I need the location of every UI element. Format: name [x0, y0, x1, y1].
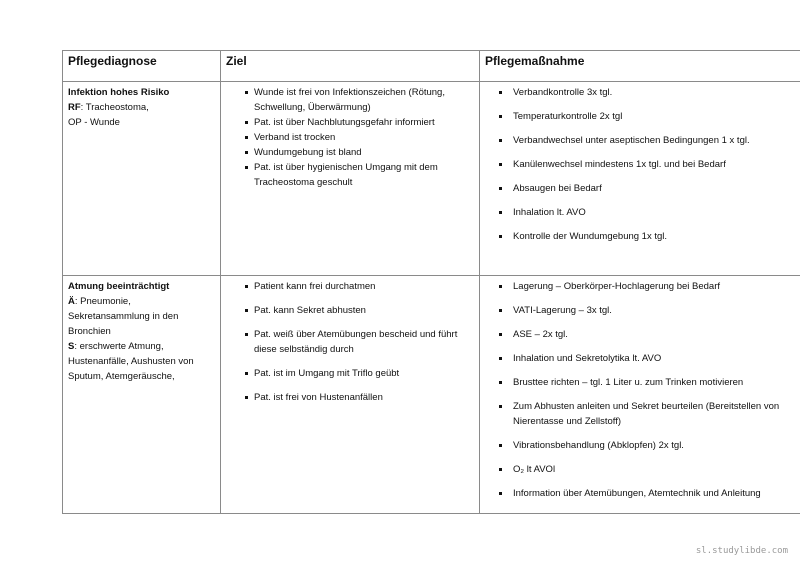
list-item: Lagerung – Oberkörper-Hochlagerung bei Bedarf: [485, 279, 795, 294]
list-item: VATI-Lagerung – 3x tgl.: [485, 303, 795, 318]
diagnosis-cause: [68, 294, 214, 339]
diagnosis-title: Infektion hohes Risiko: [68, 87, 170, 98]
goals-cell: [221, 276, 480, 514]
care-plan-table: [62, 50, 800, 514]
watermark-url: sl.studylibde.com: [695, 546, 788, 556]
goals-list: [226, 279, 473, 405]
list-item: Zum Abhusten anleiten und Sekret beurteilen (Bereitstellen von Nierentasse und Zellstoff): [485, 399, 795, 429]
rf-label: RF: [68, 102, 81, 113]
diagnosis-symptoms: [68, 339, 214, 384]
diagnosis-title: Atmung beeinträchtigt: [68, 281, 170, 292]
measures-list: [485, 279, 795, 501]
goals-list: [226, 85, 473, 190]
a-label: Ä: [68, 296, 75, 307]
list-item: Absaugen bei Bedarf: [485, 181, 795, 196]
header-pflegediagnose: Pflegediagnose: [63, 51, 221, 82]
list-item: Verbandkontrolle 3x tgl.: [485, 85, 795, 100]
list-item: Pat. weiß über Atemübungen bescheid und führt diese selbständig durch: [226, 327, 473, 357]
list-item: Verbandwechsel unter aseptischen Bedingungen 1 x tgl.: [485, 133, 795, 148]
list-item: O₂ lt AVOl: [485, 462, 795, 477]
diagnosis-extra: OP - Wunde: [68, 117, 120, 128]
list-item: Wunde ist frei von Infektionszeichen (Rötung, Schwellung, Überwärmung): [226, 85, 473, 115]
list-item: Temperaturkontrolle 2x tgl: [485, 109, 795, 124]
list-item: Inhalation und Sekretolytika lt. AVO: [485, 351, 795, 366]
list-item: Pat. ist frei von Hustenanfällen: [226, 390, 473, 405]
diagnosis-cell: [63, 82, 221, 276]
list-item: Inhalation lt. AVO: [485, 205, 795, 220]
a-text: : Pneumonie, Sekretansammlung in den Bronchien: [68, 296, 179, 337]
s-label: S: [68, 341, 75, 352]
list-item: Information über Atemübungen, Atemtechnik und Anleitung: [485, 486, 795, 501]
diagnosis-cell: [63, 276, 221, 514]
measures-cell: [480, 82, 800, 276]
s-text: : erschwerte Atmung, Hustenanfälle, Aushusten von Sputum, Atemgeräusche,: [68, 341, 194, 382]
measures-cell: [480, 276, 800, 514]
list-item: Pat. ist über hygienischen Umgang mit dem Tracheostoma geschult: [226, 160, 473, 190]
diagnosis-risk-factors: [68, 100, 214, 115]
list-item: Wundumgebung ist bland: [226, 145, 473, 160]
list-item: Verband ist trocken: [226, 130, 473, 145]
header-pflegemassnahme: Pflegemaßnahme: [480, 51, 800, 82]
list-item: Pat. ist über Nachblutungsgefahr informiert: [226, 115, 473, 130]
measures-list: [485, 85, 795, 244]
rf-text: : Tracheostoma,: [80, 102, 149, 113]
table-row: [63, 82, 800, 276]
list-item: Kanülenwechsel mindestens 1x tgl. und bei Bedarf: [485, 157, 795, 172]
list-item: Vibrationsbehandlung (Abklopfen) 2x tgl.: [485, 438, 795, 453]
goals-cell: [221, 82, 480, 276]
list-item: Patient kann frei durchatmen: [226, 279, 473, 294]
list-item: Kontrolle der Wundumgebung 1x tgl.: [485, 229, 795, 244]
list-item: Brusttee richten – tgl. 1 Liter u. zum Trinken motivieren: [485, 375, 795, 390]
table-header-row: [63, 51, 800, 82]
list-item: Pat. kann Sekret abhusten: [226, 303, 473, 318]
list-item: ASE – 2x tgl.: [485, 327, 795, 342]
list-item: Pat. ist im Umgang mit Triflo geübt: [226, 366, 473, 381]
table-row: [63, 276, 800, 514]
header-ziel: Ziel: [221, 51, 480, 82]
